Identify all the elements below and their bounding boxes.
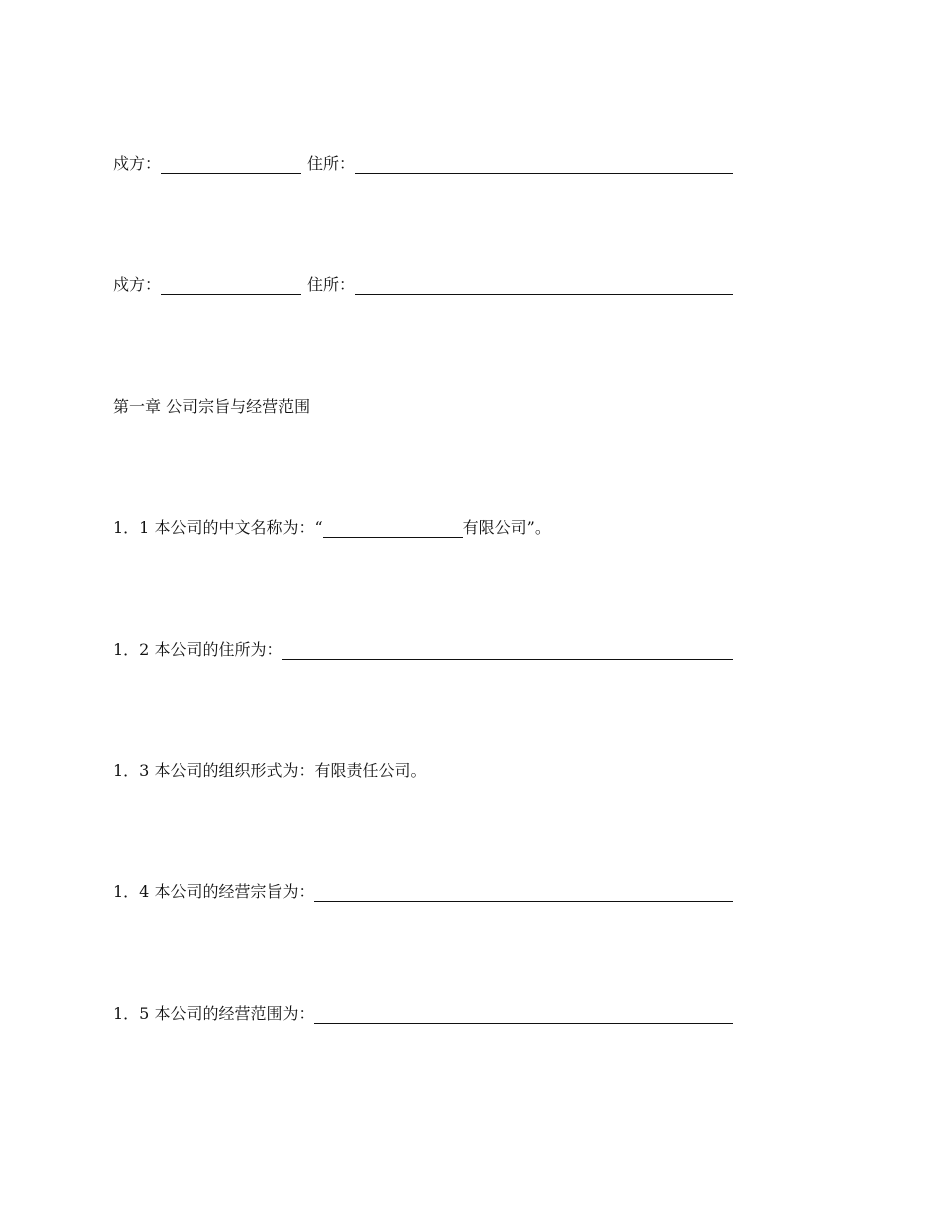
party-name-blank [161,277,301,295]
address-label: 住所： [307,154,356,173]
business-scope-blank [314,1006,733,1024]
clause-1-3 [113,759,733,783]
party-label: 戍方： [113,275,162,294]
address-label: 住所： [307,275,356,294]
clause-1-1 [113,516,733,540]
clause-prefix: 1．4 本公司的经营宗旨为： [113,882,315,901]
company-name-blank [323,520,463,538]
clause-prefix: 1．1 本公司的中文名称为：“ [113,518,323,537]
company-address-blank [282,642,733,660]
clause-1-5 [113,1002,733,1026]
chapter-title-text: 第一章 公司宗旨与经营范围 [113,397,311,416]
chapter-title [113,395,733,419]
address-blank [355,277,733,295]
business-purpose-blank [314,884,733,902]
party-name-blank [161,156,301,174]
clause-1-2 [113,638,733,662]
clause-1-4 [113,880,733,904]
clause-prefix: 1．2 本公司的住所为： [113,640,283,659]
clause-text: 1．3 本公司的组织形式为：有限责任公司。 [113,761,427,780]
address-blank [355,156,733,174]
clause-prefix: 1．5 本公司的经营范围为： [113,1004,315,1023]
party-row-2 [113,273,733,297]
clause-suffix: 有限公司”。 [462,518,551,537]
party-label: 戍方： [113,154,162,173]
party-row-1 [113,152,733,176]
